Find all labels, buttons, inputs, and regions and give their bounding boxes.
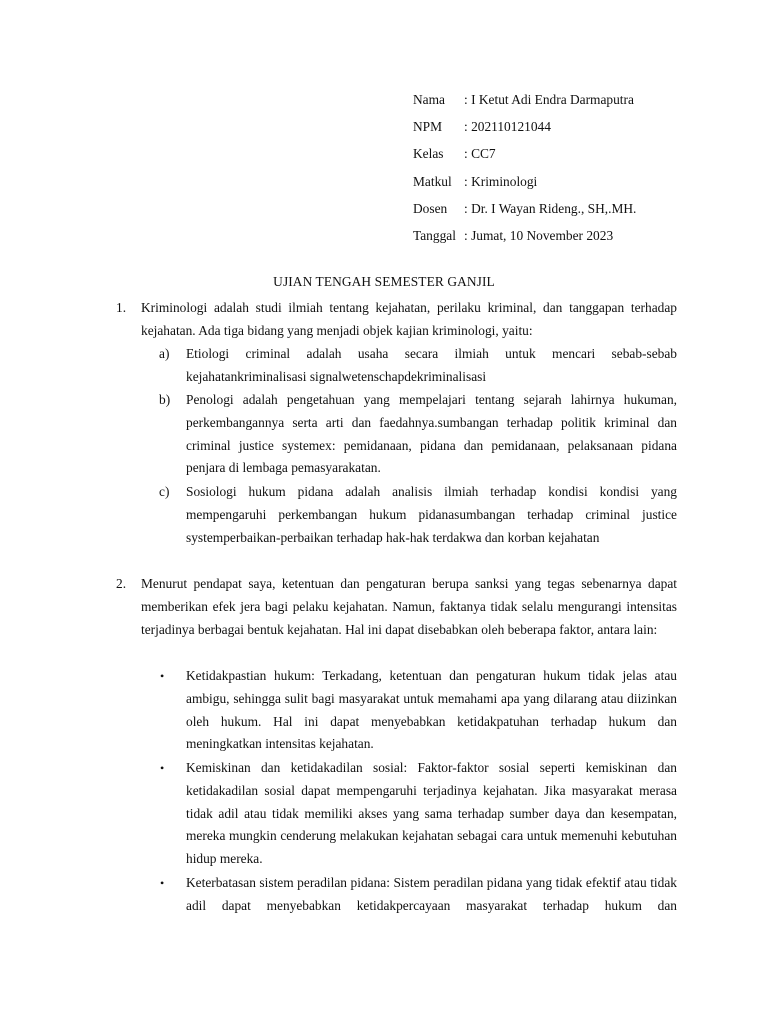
info-value: : 202110121044 (464, 118, 551, 134)
info-row-npm (413, 113, 636, 140)
info-label: NPM (413, 118, 443, 134)
info-value: : Jumat, 10 November 2023 (464, 228, 614, 244)
list-item-b: Penologi adalah pengetahuan yang mempelajari tentang sejarah lahirnya hukuman, perkembangannya serta arti dan faedahnya.sumbangan terhadap politik kriminal dan criminal justice systemex: pemidanaan, pidana dan pemidanaan, pelaksanaan pidana penjara di lembaga pemasyarakatan. (186, 392, 677, 476)
info-value: : I Ketut Adi Endra Darmaputra (464, 91, 634, 107)
info-row-matkul (413, 168, 636, 195)
info-label: Tanggal (413, 228, 456, 244)
info-row-tanggal (413, 222, 636, 249)
exam-title: UJIAN TENGAH SEMESTER GANJIL (273, 274, 495, 289)
question-1-intro: Kriminologi adalah studi ilmiah tentang kejahatan, perilaku kriminal, dan tanggapan terhadap kejahatan. Ada tiga bidang yang menjadi objek kajian kriminologi, yaitu: (141, 300, 677, 338)
list-marker: a) (159, 346, 170, 361)
info-value: : CC7 (464, 146, 496, 162)
list-marker: c) (159, 484, 170, 499)
question-number: 1. (116, 300, 127, 315)
bullet-icon: • (160, 876, 165, 890)
list-item-c: Sosiologi hukum pidana adalah analisis ilmiah terhadap kondisi kondisi yang mempengaruhi perkembangan hukum pidanasumbangan terhadap criminal justice systemperbaikan-perbaikan terhadap hak-hak terdakwa dan korban kejahatan (186, 484, 677, 545)
question-number: 2. (116, 576, 127, 591)
student-info (413, 86, 636, 250)
info-row-kelas (413, 141, 636, 168)
bullet-icon: • (160, 669, 165, 683)
list-item-bullet: Keterbatasan sistem peradilan pidana: Sistem peradilan pidana yang tidak efektif atau tidak adil dapat menyebabkan ketidakpercayaan masyarakat terhadap hukum dan (186, 875, 677, 913)
question-2-intro: Menurut pendapat saya, ketentuan dan pengaturan berupa sanksi yang tegas sebenarnya dapat memberikan efek jera bagi pelaku kejahatan. Namun, faktanya tidak selalu mengurangi intensitas terjadinya berbagai bentuk kejahatan. Hal ini dapat disebabkan oleh beberapa faktor, antara lain: (141, 576, 677, 637)
info-label: Kelas (413, 146, 444, 162)
list-item-a: Etiologi criminal adalah usaha secara ilmiah untuk mencari sebab-sebab kejahatankriminalisasi signalwetenschapdekriminalisasi (186, 346, 677, 384)
info-value: : Kriminologi (464, 173, 538, 189)
list-marker: b) (159, 392, 171, 407)
info-value: : Dr. I Wayan Rideng., SH,.MH. (464, 200, 637, 216)
bullet-icon: • (160, 761, 165, 775)
info-row-nama (413, 86, 636, 113)
info-row-dosen (413, 195, 636, 222)
info-label: Nama (413, 91, 445, 107)
info-label: Matkul (413, 173, 452, 189)
list-item-bullet: Kemiskinan dan ketidakadilan sosial: Faktor-faktor sosial seperti kemiskinan dan ketidakadilan sosial dapat mempengaruhi terjadinya kejahatan. Jika masyarakat merasa tidak adil atau tidak memiliki akses yang sama terhadap sumber daya dan kesempatan, mereka mungkin cenderung melakukan kejahatan sebagai cara untuk memenuhi kebutuhan hidup mereka. (186, 760, 677, 867)
info-label: Dosen (413, 200, 448, 216)
list-item-bullet: Ketidakpastian hukum: Terkadang, ketentuan dan pengaturan hukum tidak jelas atau ambigu, sehingga sulit bagi masyarakat untuk memahami apa yang dilarang atau diizinkan oleh hukum. Hal ini dapat menyebabkan ketidakpatuhan terhadap hukum dan meningkatkan intensitas kejahatan. (186, 668, 677, 752)
